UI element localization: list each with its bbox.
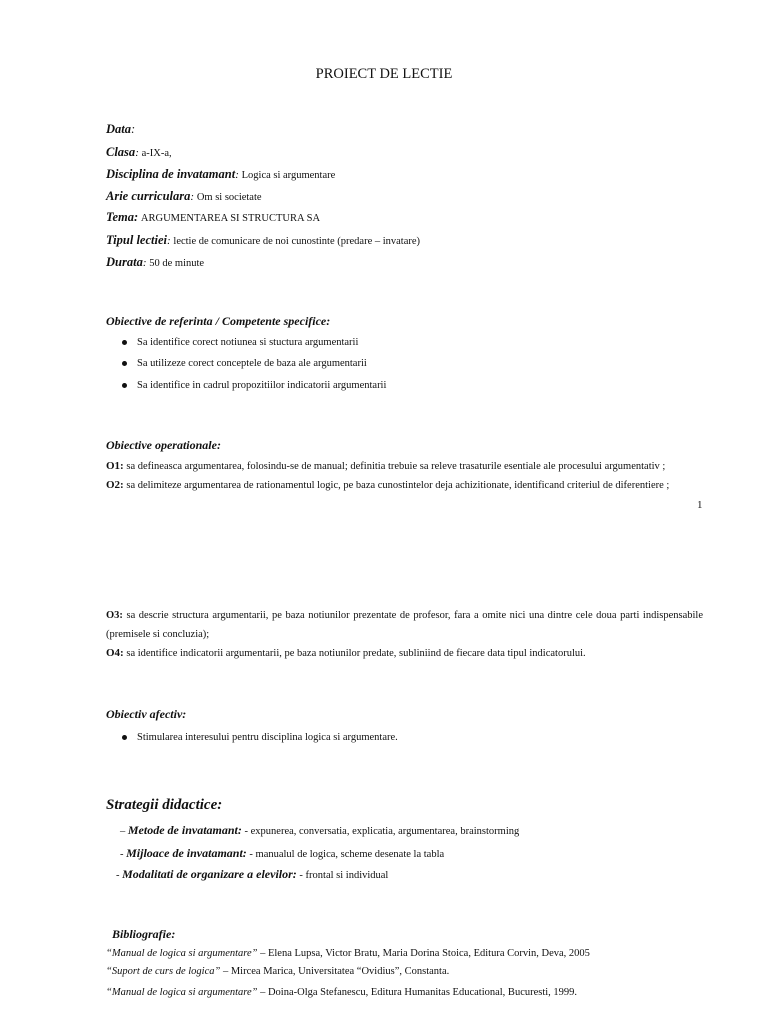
modalitati-value: frontal si individual: [305, 870, 389, 881]
clasa-label: Clasa: [106, 145, 136, 159]
arie-label: Arie curriculara: [106, 189, 191, 203]
dash-sep: -: [244, 826, 251, 837]
objective-o4: [106, 647, 586, 659]
strategy-metode: [120, 823, 519, 838]
meta-tipul-line: [106, 233, 420, 248]
meta-arie-line: [106, 189, 262, 204]
tipul-label: Tipul lectiei: [106, 233, 167, 247]
dash-sep: -: [299, 870, 306, 881]
o1-text: sa defineasca argumentarea, folosindu-se de manual; definitia trebuie sa releve trasaturile esentiale ale procesului argumentativ ;: [126, 461, 666, 472]
data-label: Data: [106, 122, 131, 136]
meta-data-line: [106, 122, 135, 137]
bibliography-title: “Manual de logica si argumentare”: [106, 987, 258, 998]
arie-value: Om si societate: [196, 192, 262, 203]
meta-disciplina-line: [106, 167, 335, 182]
colon: :: [142, 257, 150, 269]
bullet-icon: [122, 383, 127, 388]
dash: -: [116, 870, 123, 881]
tema-value: ARGUMENTAREA SI STRUCTURA SA: [140, 213, 321, 224]
durata-label: Durata: [106, 255, 143, 269]
colon: :: [135, 147, 142, 159]
disciplina-value: Logica si argumentare: [241, 170, 336, 181]
modalitati-label: Modalitati de organizare a elevilor:: [122, 867, 297, 881]
bibliography-details: – Doina-Olga Stefanescu, Editura Humanitas Educational, Bucuresti, 1999.: [257, 987, 578, 998]
metode-label: Metode de invatamant:: [127, 823, 242, 837]
colon: :: [235, 169, 242, 181]
o3-label: O3:: [106, 610, 123, 621]
clasa-value: a-IX-a,: [141, 148, 172, 159]
bibliography-title: “Suport de curs de logica”: [106, 966, 221, 977]
bibliography-details: – Elena Lupsa, Victor Bratu, Maria Dorina Stoica, Editura Corvin, Deva, 2005: [257, 948, 590, 959]
bibliography-entry: [106, 987, 577, 998]
meta-durata-line: [106, 255, 204, 270]
bullet-icon: [122, 735, 127, 740]
objective-o3: [106, 606, 703, 644]
obiective-operationale-heading: Obiective operationale:: [106, 438, 221, 452]
o1-label: O1:: [106, 460, 124, 472]
bibliography-entry: [106, 966, 449, 977]
mijloace-value: manualul de logica, scheme desenate la tabla: [255, 849, 445, 860]
strategy-mijloace: [120, 846, 444, 861]
list-item-text: Sa identifice corect notiunea si stuctura argumentarii: [137, 337, 359, 348]
bibliography-title: “Manual de logica si argumentare”: [106, 948, 258, 959]
colon: :: [166, 235, 174, 247]
objective-o2: [106, 479, 669, 491]
page-number: 1: [697, 499, 703, 511]
document-title: PROIECT DE LECTIE: [315, 66, 453, 82]
mijloace-label: Mijloace de invatamant:: [126, 846, 247, 860]
meta-clasa-line: [106, 145, 172, 160]
obiective-referinta-heading: Obiective de referinta / Competente specifice:: [106, 314, 331, 328]
dash: -: [120, 849, 127, 860]
o2-text: sa delimiteze argumentarea de rationamentul logic, pe baza cunostintelor deja achizitionate, identificand criteriul de diferentiere ;: [126, 480, 670, 491]
colon: :: [131, 122, 136, 136]
metode-value: expunerea, conversatia, explicatia, argumentarea, brainstorming: [250, 826, 520, 837]
tema-label: Tema:: [106, 210, 139, 224]
obiectiv-afectiv-heading: Obiectiv afectiv:: [106, 707, 187, 721]
o3-text: sa descrie structura argumentarii, pe baza notiunilor prezentate de profesor, fara a omite nici una dintre cele doua parti indispensabile (premisele si concluzia);: [106, 610, 703, 640]
objective-o1: [106, 460, 665, 472]
bullet-icon: [122, 361, 127, 366]
o4-text: sa identifice indicatorii argumentarii, pe baza notiunilor predate, subliniind de fiecare data tipul indicatorului.: [126, 648, 586, 659]
list-item-text: Sa identifice in cadrul propozitiilor indicatorii argumentarii: [137, 380, 387, 391]
list-item: [122, 732, 398, 743]
list-item: [122, 380, 386, 391]
list-item-text: Stimularea interesului pentru disciplina logica si argumentare.: [137, 732, 398, 743]
strategii-heading: Strategii didactice:: [106, 797, 223, 813]
tipul-value: lectie de comunicare de noi cunostinte (predare – invatare): [173, 236, 421, 247]
o2-label: O2:: [106, 479, 124, 491]
o4-label: O4:: [106, 647, 124, 659]
list-item: [122, 337, 358, 348]
bibliography-entry: [106, 948, 590, 959]
dash: –: [120, 826, 128, 837]
disciplina-label: Disciplina de invatamant: [106, 167, 236, 181]
strategy-modalitati: [116, 867, 388, 882]
bullet-icon: [122, 340, 127, 345]
dash-sep: -: [249, 849, 256, 860]
bibliografie-heading: Bibliografie:: [112, 927, 176, 941]
colon: :: [190, 191, 197, 203]
meta-tema-line: [106, 210, 320, 225]
list-item-text: Sa utilizeze corect conceptele de baza ale argumentarii: [137, 358, 367, 369]
bibliography-details: – Mircea Marica, Universitatea “Ovidius”, Constanta.: [220, 966, 450, 977]
list-item: [122, 358, 367, 369]
durata-value: 50 de minute: [149, 258, 205, 269]
